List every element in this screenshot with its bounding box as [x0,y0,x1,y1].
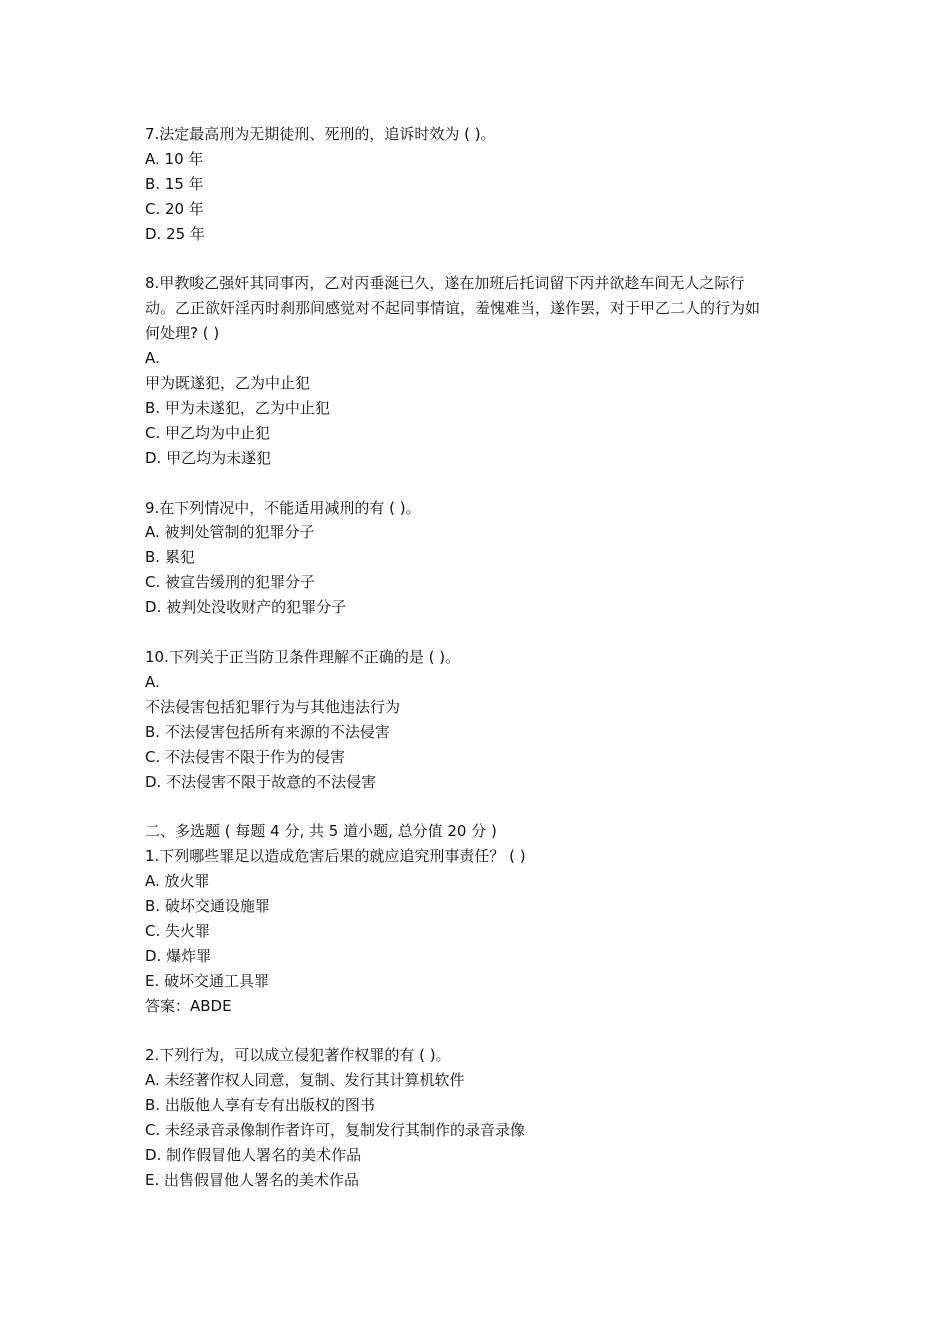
option-b: B. 累犯 [145,548,195,567]
option-d: D. 爆炸罪 [145,946,212,965]
option-c: C. 未经录音录像制作者许可，复制发行其制作的录音录像 [145,1121,526,1140]
spacer [145,247,815,272]
option-a: A. 未经著作权人同意，复制、发行其计算机软件 [145,1071,465,1090]
spacer [145,794,815,819]
option-c: C. 不法侵害不限于作为的侵害 [145,747,346,766]
question-stem-line: 何处理? ( ) [145,324,220,343]
question-10 [145,645,815,794]
option-c: C. 甲乙均为中止犯 [145,423,271,442]
question-stem: 7.法定最高刑为无期徒刑、死刑的，追诉时效为 ( )。 [145,125,496,143]
option-d: D. 制作假冒他人署名的美术作品 [145,1146,362,1165]
spacer [145,471,815,496]
option-a: A. 10 年 [145,149,204,168]
question-7 [145,122,815,247]
section-heading: 二、多选题 ( 每题 4 分, 共 5 道小题, 总分值 20 分 ) [145,822,497,841]
option-b: B. 不法侵害包括所有来源的不法侵害 [145,722,390,741]
option-a-text: 甲为既遂犯，乙为中止犯 [145,374,311,393]
question-stem: 9.在下列情况中，不能适用减刑的有 ( )。 [145,498,421,517]
multi-question-2 [145,1043,815,1192]
spacer [145,620,815,645]
question-stem: 1.下列哪些罪足以造成危害后果的就应追究刑事责任？ ( ) [145,847,526,866]
option-a-label: A. [145,349,160,368]
option-a: A. 放火罪 [145,872,210,891]
option-c: C. 失火罪 [145,921,211,940]
option-d: D. 不法侵害不限于故意的不法侵害 [145,772,377,791]
option-b: B. 破坏交通设施罪 [145,897,270,916]
question-9 [145,496,815,621]
option-c: C. 被宣告缓刑的犯罪分子 [145,573,316,592]
option-a-text: 不法侵害包括犯罪行为与其他违法行为 [145,697,401,716]
spacer [145,1019,815,1044]
option-d: D. 甲乙均为未遂犯 [145,448,272,467]
multi-question-1 [145,844,815,1018]
option-a-label: A. [145,672,160,691]
question-stem: 10.下列关于正当防卫条件理解不正确的是 ( )。 [145,647,461,666]
option-d: D. 25 年 [145,224,205,243]
document-body [145,122,815,1193]
answer-text: 答案：ABDE [145,996,232,1015]
option-d: D. 被判处没收财产的犯罪分子 [145,598,347,617]
option-e: E. 破坏交通工具罪 [145,971,270,990]
question-stem: 2.下列行为，可以成立侵犯著作权罪的有 ( )。 [145,1046,451,1065]
option-e: E. 出售假冒他人署名的美术作品 [145,1170,360,1189]
option-b: B. 出版他人享有专有出版权的图书 [145,1096,375,1115]
question-stem-line: 8.甲教唆乙强奸其同事丙，乙对丙垂涎已久，遂在加班后托词留下丙并欲趁车间无人之际行 [145,274,745,293]
option-b: B. 15 年 [145,174,204,193]
option-c: C. 20 年 [145,199,204,218]
option-b: B. 甲为未遂犯，乙为中止犯 [145,398,330,417]
option-a: A. 被判处管制的犯罪分子 [145,523,315,542]
question-stem-line: 动。乙正欲奸淫丙时刹那间感觉对不起同事情谊，羞愧难当，遂作罢，对于甲乙二人的行为如 [145,299,761,318]
question-8 [145,271,815,470]
